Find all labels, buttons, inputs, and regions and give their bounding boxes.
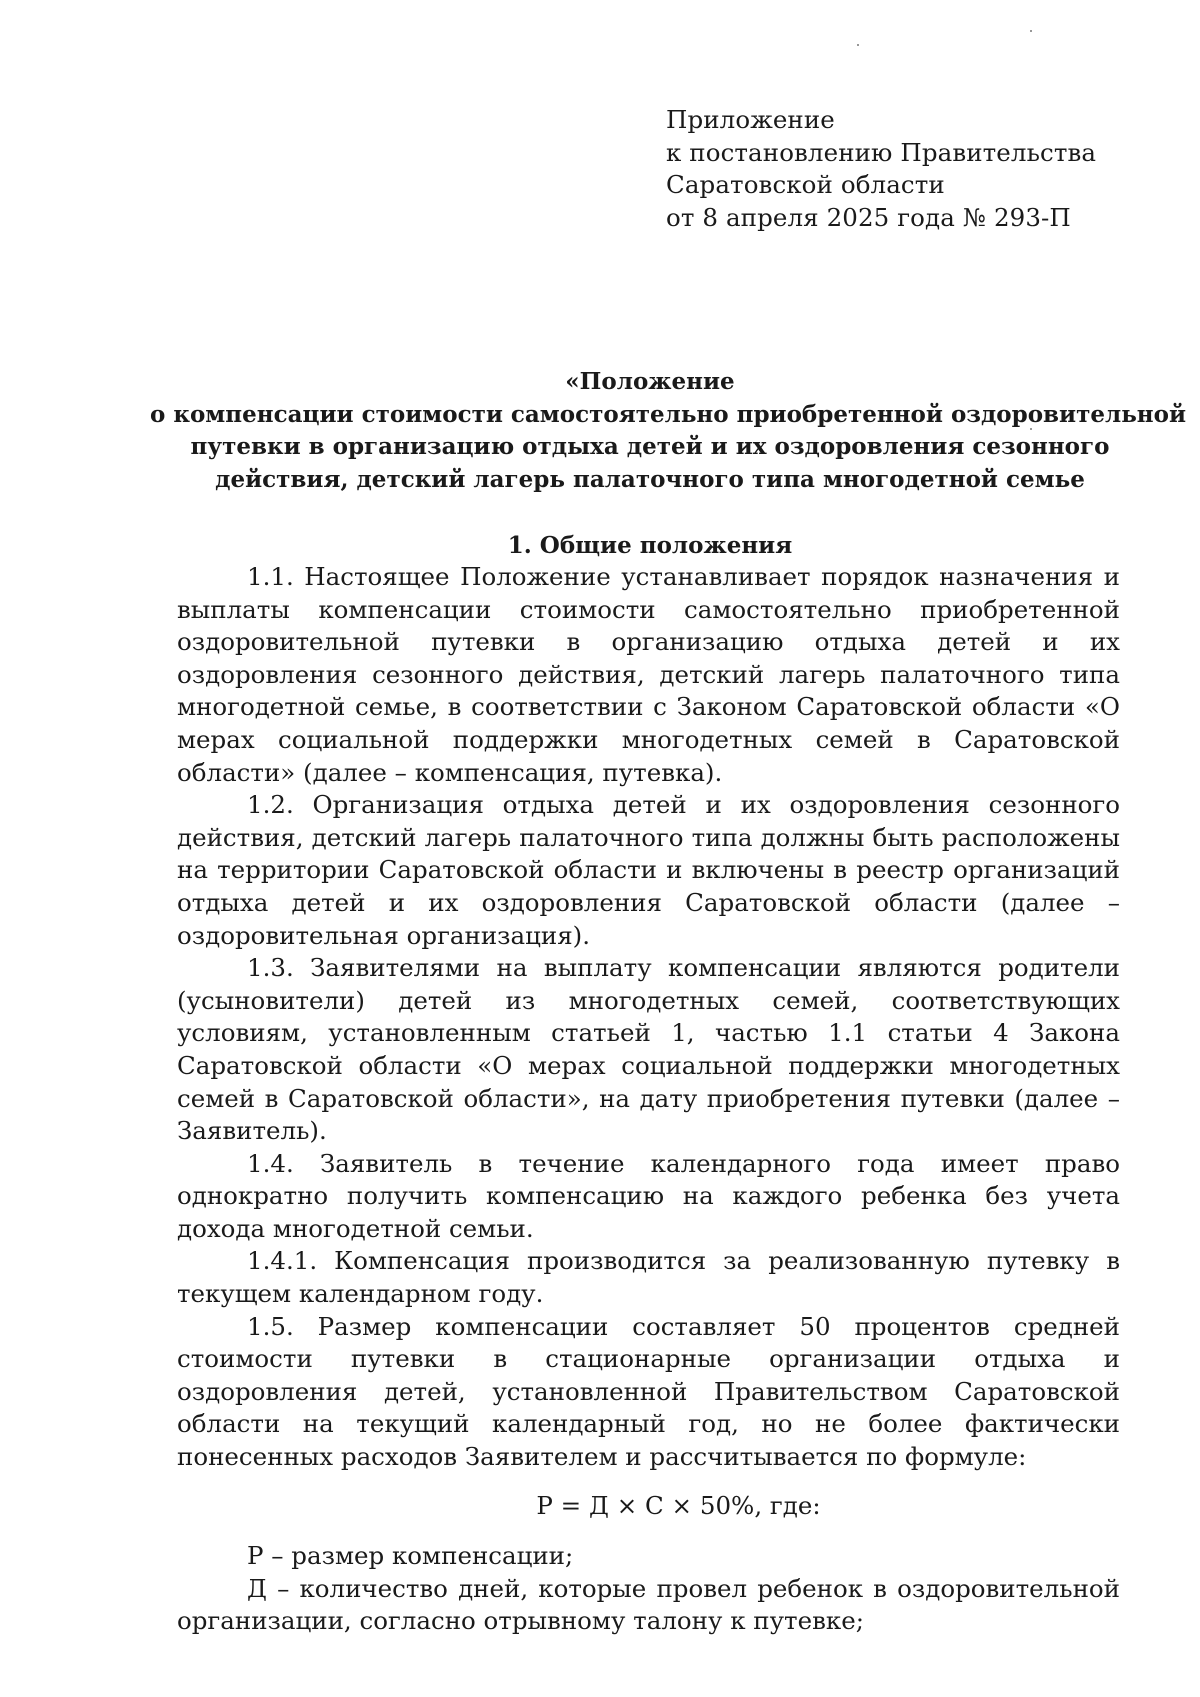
paragraph-1-4: 1.4. Заявитель в течение календарного года имеет право однократно получить компенсацию на каждого ребенка без учета дохода многодетной семьи. xyxy=(177,1148,1120,1243)
section-heading: 1. Общие положения xyxy=(507,532,793,559)
title-line: путевки в организацию отдыха детей и их оздоровления сезонного xyxy=(190,433,1110,460)
scan-speck xyxy=(857,44,859,46)
paragraph-1-4-1: 1.4.1. Компенсация производится за реализованную путевку в текущем календарном году. xyxy=(177,1246,1120,1309)
appendix-line: Саратовской области xyxy=(666,170,945,199)
paragraph-1-2: 1.2. Организация отдыха детей и их оздоровления сезонного действия, детский лагерь палаточного типа должны быть расположены на территории Саратовской области и включены в реестр организаций отдыха детей и их оздоровления Саратовской области (далее – оздоровительная организация). xyxy=(177,790,1120,950)
paragraph-1-3: 1.3. Заявителями на выплату компенсации являются родители (усыновители) детей из многодетных семей, соответствующих условиям, установленным статьей 1, частью 1.1 статьи 4 Закона Саратовской области «О мерах социальной поддержки многодетных семей в Саратовской области», на дату приобретения путевки (далее – Заявитель). xyxy=(177,953,1120,1146)
appendix-line: от 8 апреля 2025 года № 293-П xyxy=(666,202,1071,232)
scan-speck xyxy=(1030,30,1032,32)
document-body xyxy=(177,561,1120,1638)
appendix-block xyxy=(666,104,1096,234)
definition-r: Р – размер компенсации; xyxy=(247,1541,574,1571)
title-line: «Положение xyxy=(565,368,735,395)
definition-d: Д – количество дней, которые провел ребенок в оздоровительной организации, согласно отрывному талону к путевке; xyxy=(177,1573,1120,1636)
paragraph-1-5: 1.5. Размер компенсации составляет 50 процентов средней стоимости путевки в стационарные организации отдыха и оздоровления детей, установленной Правительством Саратовской области на текущий календарный год, но не более фактически понесенных расходов Заявителем и рассчитывается по формуле: xyxy=(177,1311,1120,1472)
title-line: о компенсации стоимости самостоятельно приобретенной оздоровительной xyxy=(150,400,1187,428)
appendix-line: к постановлению Правительства xyxy=(666,137,1097,167)
appendix-line: Приложение xyxy=(666,105,835,134)
paragraph-1-1: 1.1. Настоящее Положение устанавливает порядок назначения и выплаты компенсации стоимости самостоятельно приобретенной оздоровительной путевки в организацию отдыха детей и их оздоровления сезонного действия, детский лагерь палаточного типа многодетной семье, в соответствии с Законом Саратовской области «О мерах социальной поддержки многодетных семей в Саратовской области» (далее – компенсация, путевка). xyxy=(177,562,1120,787)
compensation-formula: Р = Д × С × 50%, где: xyxy=(536,1490,821,1520)
title-line: действия, детский лагерь палаточного типа многодетной семье xyxy=(215,465,1085,493)
document-title xyxy=(150,366,1187,496)
